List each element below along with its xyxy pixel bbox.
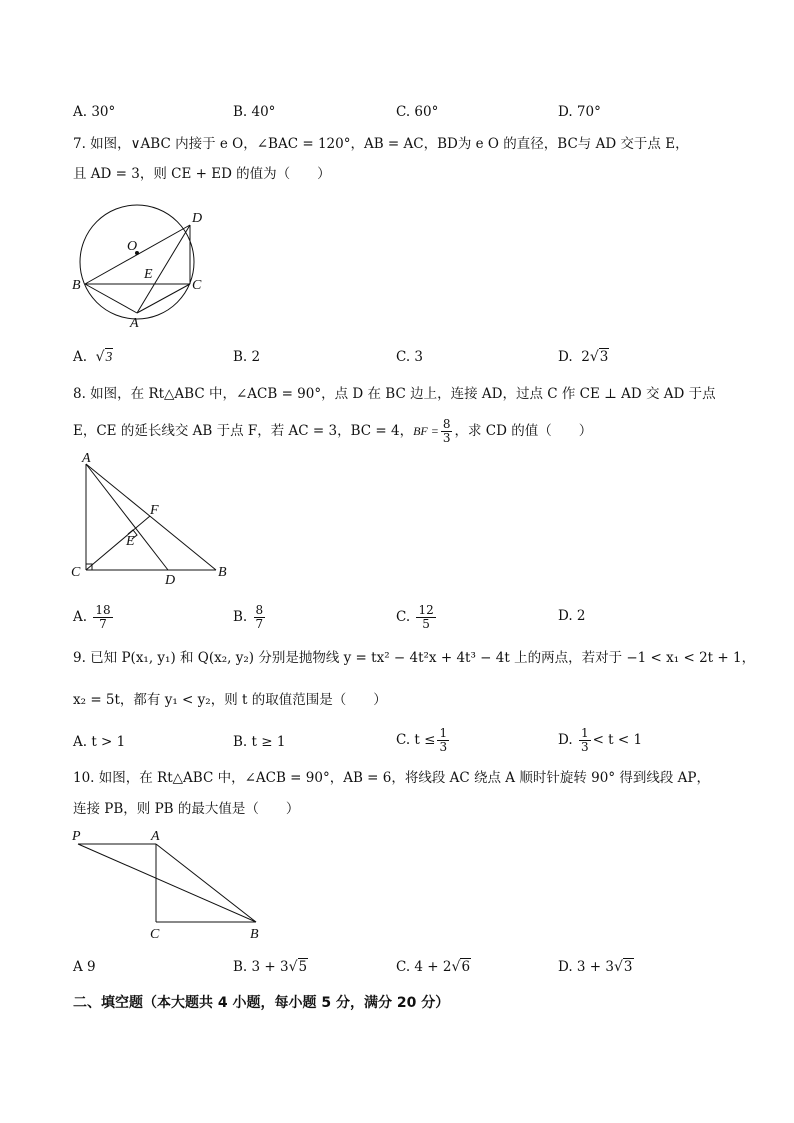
q10-option-a: A 9: [73, 959, 96, 975]
q8-stem-line1: 8. 如图，在 Rt△ABC 中，∠ACB = 90°，点 D 在 BC 边上，连接 AD，过点 C 作 CE ⊥ AD 交 AD 于点: [73, 386, 716, 402]
q8-label-d: D: [165, 573, 176, 587]
q7-stem-line2: 且 AD = 3，则 CE + ED 的值为（ ）: [73, 166, 331, 182]
q8-label-e: E: [126, 534, 135, 549]
q7-label-c: C: [192, 278, 202, 293]
q8-label-a: A: [82, 452, 91, 466]
q8-option-a: A. $\frac{18}{7}$: [73, 603, 111, 631]
q7-option-d: D. 2√3: [558, 349, 609, 365]
q8-label-c: C: [71, 565, 81, 580]
q9-stem-line1: 9. 已知 P(x₁, y₁) 和 Q(x₂, y₂) 分别是抛物线 y = tx² − 4t²x + 4t³ − 4t 上的两点，若对于 −1 < x₁ < 2t + 1，: [73, 650, 756, 666]
q7-label-e: E: [144, 267, 153, 282]
q10-label-b: B: [250, 927, 259, 942]
q7-label-o: O: [127, 239, 138, 254]
q6-option-c: C. 60°: [396, 104, 439, 120]
q10-stem-line2: 连接 PB，则 PB 的最大值是（ ）: [73, 801, 300, 817]
q6-option-b: B. 40°: [233, 104, 276, 120]
q10-label-p: P: [72, 829, 81, 844]
q7-option-b: B. 2: [233, 349, 261, 365]
q6-option-a: A. 30°: [73, 104, 116, 120]
q8-option-c: C. $\frac{12}{5}$: [396, 603, 434, 631]
q8-option-d: D. 2: [558, 608, 586, 624]
q9-option-b: B. t ≥ 1: [233, 734, 286, 750]
q10-label-c: C: [150, 927, 160, 942]
q8-figure: [68, 452, 238, 587]
q10-option-c: C. 4 + 2√6: [396, 959, 471, 975]
q10-option-b: B. 3 + 3√5: [233, 959, 308, 975]
q7-stem-line1: 7. 如图，∨ABC 内接于 e O，∠BAC = 120°，AB = AC，BD为 e O 的直径，BC与 AD 交于点 E，: [73, 136, 689, 152]
q7-option-a: A. √3: [73, 349, 113, 365]
q7-label-d: D: [192, 211, 203, 226]
q9-option-d: D. $\frac{1}{3}$ < t < 1: [558, 726, 643, 754]
q9-option-c: C. t ≤ $\frac{1}{3}$: [396, 726, 448, 754]
q7-label-a: A: [130, 316, 139, 331]
q9-option-a: A. t > 1: [73, 734, 126, 750]
q8-stem-line2: E，CE 的延长线交 AB 于点 F，若 AC = 3，BC = 4，BF = $\frac{8}{3}$ ，求 CD 的值（ ）: [73, 417, 593, 445]
q10-label-a: A: [151, 829, 160, 844]
q8-label-b: B: [218, 565, 227, 580]
q10-stem-line1: 10. 如图，在 Rt△ABC 中，∠ACB = 90°，AB = 6，将线段 AC 绕点 A 顺时针旋转 90° 得到线段 AP，: [73, 770, 710, 786]
q10-option-d: D. 3 + 3√3: [558, 959, 633, 975]
q8-option-b: B. $\frac{8}{7}$: [233, 603, 264, 631]
q10-figure: [68, 826, 268, 946]
q7-option-c: C. 3: [396, 349, 424, 365]
q8-label-f: F: [150, 503, 159, 518]
q9-stem-line2: x₂ = 5t，都有 y₁ < y₂，则 t 的取值范围是（ ）: [73, 692, 387, 708]
q7-figure: [60, 200, 220, 335]
q7-label-b: B: [72, 278, 81, 293]
section-2-heading: 二、填空题（本大题共 4 小题，每小题 5 分，满分 20 分）: [73, 995, 450, 1011]
q6-option-d: D. 70°: [558, 104, 601, 120]
